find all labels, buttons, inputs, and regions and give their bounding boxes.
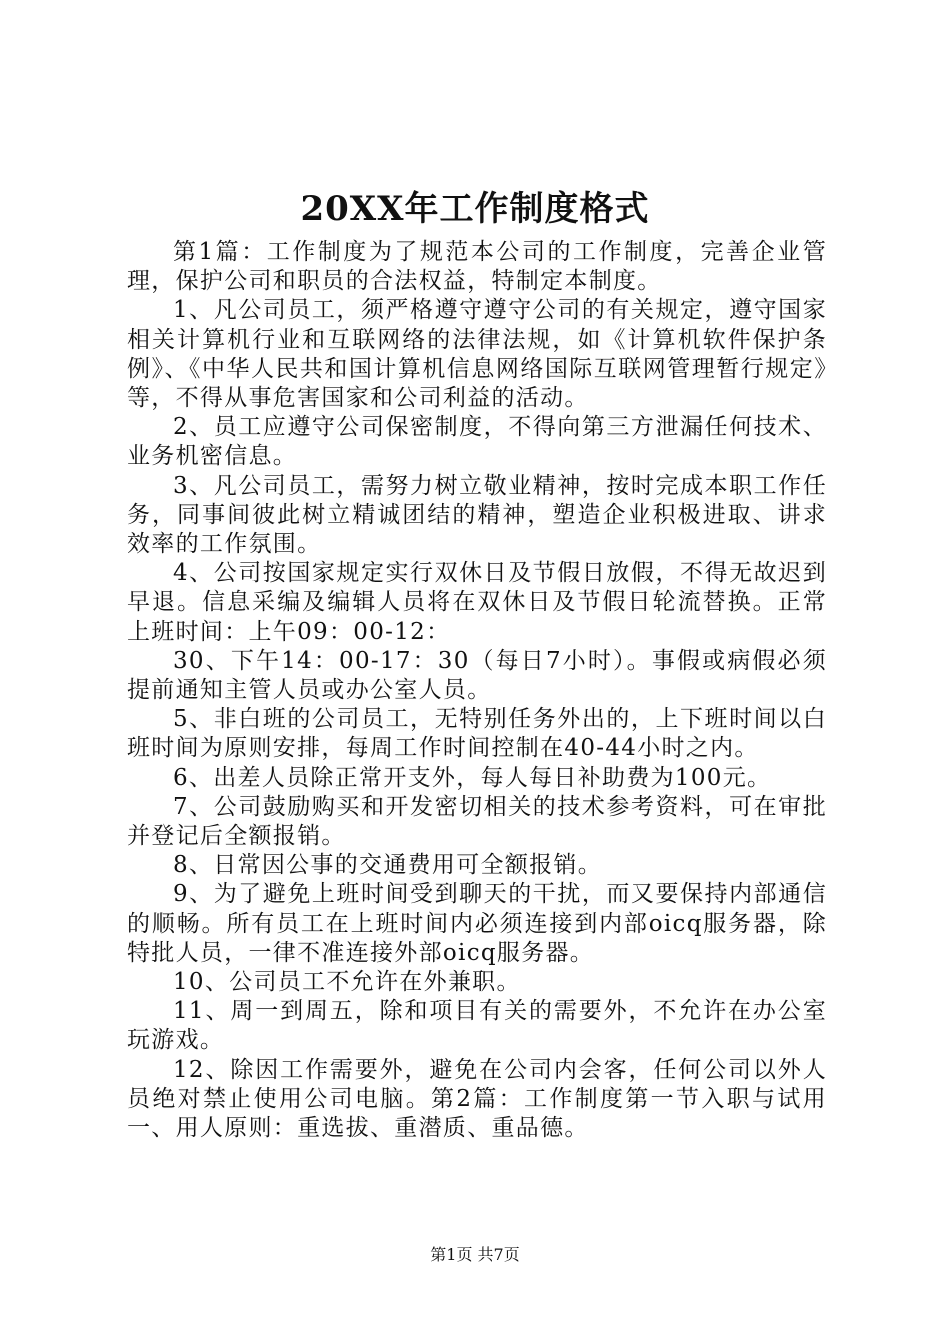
paragraph-item-7: 7、公司鼓励购买和开发密切相关的技术参考资料，可在审批并登记后全额报销。 [127, 793, 827, 850]
paragraph-item-2: 2、员工应遵守公司保密制度，不得向第三方泄漏任何技术、业务机密信息。 [127, 414, 827, 470]
paragraph-item-5: 5、非白班的公司员工，无特别任务外出的，上下班时间以白班时间为原则安排，每周工作时间控制在40-44小时之内。 [127, 706, 827, 762]
page-footer: 第1页 共7页 [430, 1245, 520, 1264]
paragraph-item-8: 8、日常因公事的交通费用可全额报销。 [173, 852, 603, 879]
paragraph-item-11: 11、周一到周五，除和项目有关的需要外，不允许在办公室玩游戏。 [127, 998, 827, 1054]
paragraph-item-4-continued: 30、下午14：00-17：30（每日7小时）。事假或病假必须提前通知主管人员或办公室人员。 [127, 647, 827, 704]
paragraph-item-6: 6、出差人员除正常开支外，每人每日补助费为100元。 [173, 764, 772, 791]
paragraph-item-3: 3、凡公司员工，需努力树立敬业精神，按时完成本职工作任务，同事间彼此树立精诚团结的精神，塑造企业积极进取、讲求效率的工作氛围。 [127, 472, 827, 558]
paragraph-item-4: 4、公司按国家规定实行双休日及节假日放假，不得无故迟到早退。信息采编及编辑人员将在双休日及节假日轮流替换。正常上班时间：上午09：00-12： [127, 560, 827, 645]
paragraph-item-12: 12、除因工作需要外，避免在公司内会客，任何公司以外人员绝对禁止使用公司电脑。第2篇：工作制度第一节入职与试用一、用人原则：重选拔、重潜质、重品德。 [127, 1056, 827, 1142]
document-title: 20XX年工作制度格式 [300, 189, 650, 229]
paragraph-item-1: 1、凡公司员工，须严格遵守遵守公司的有关规定，遵守国家相关计算机行业和互联网络的法律法规，如《计算机软件保护条例》、《中华人民共和国计算机信息网络国际互联网管理暂行规定》等，不得从事危害国家和公司利益的活动。 [127, 297, 827, 412]
paragraph-intro: 第1篇：工作制度为了规范本公司的工作制度，完善企业管理，保护公司和职员的合法权益，特制定本制度。 [127, 239, 827, 295]
document-body [127, 238, 827, 1143]
paragraph-item-10: 10、公司员工不允许在外兼职。 [173, 969, 521, 996]
paragraph-item-9: 9、为了避免上班时间受到聊天的干扰，而又要保持内部通信的顺畅。所有员工在上班时间内必须连接到内部oicq服务器，除特批人员，一律不准连接外部oicq服务器。 [127, 881, 827, 966]
